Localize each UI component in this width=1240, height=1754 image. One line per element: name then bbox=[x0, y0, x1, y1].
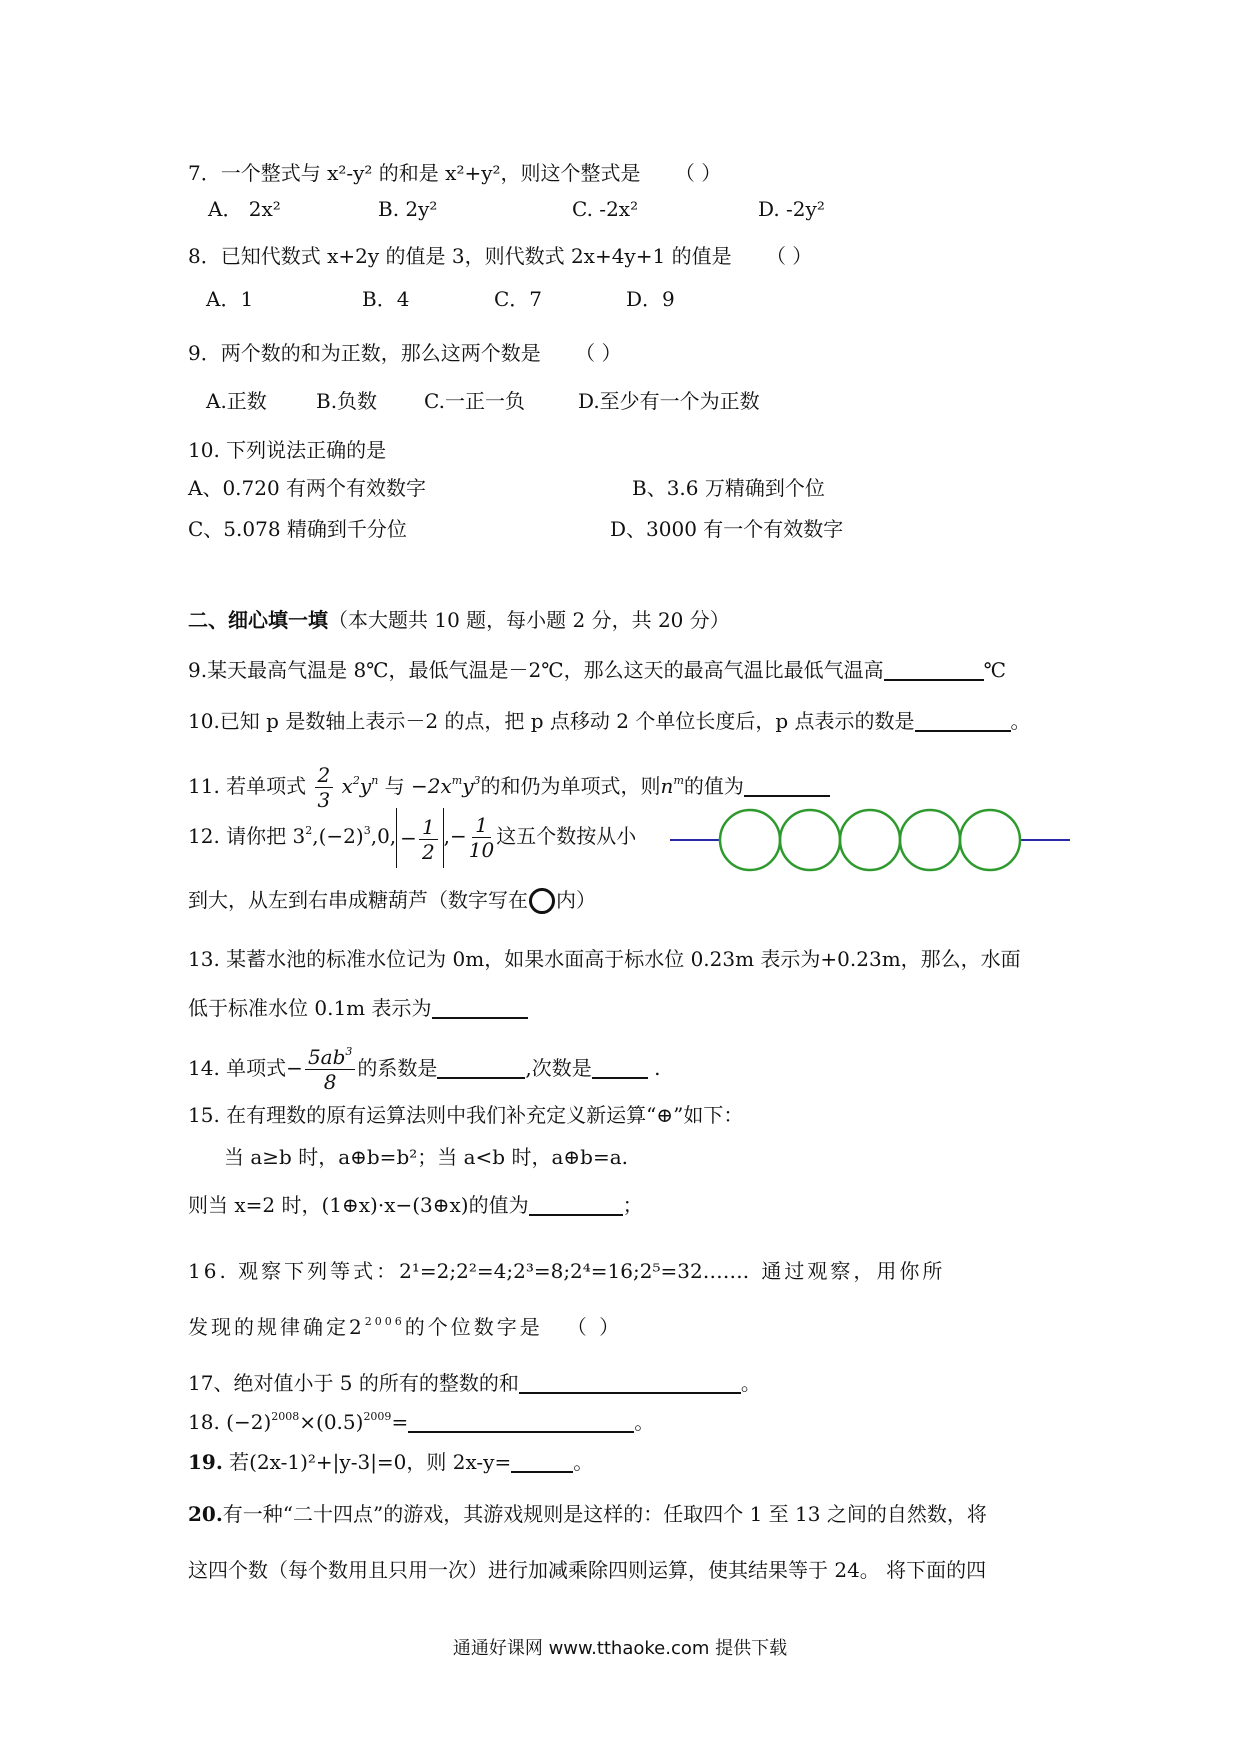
question-number: 20. bbox=[188, 1502, 223, 1526]
gourd-circle-5[interactable] bbox=[960, 810, 1020, 870]
question-text: 的值为 bbox=[683, 774, 744, 798]
end-mark: 。 bbox=[573, 1450, 594, 1474]
exponent: 2009 bbox=[363, 1410, 392, 1423]
option-c: C、5.078 精确到千分位 bbox=[188, 517, 407, 541]
equation: 2¹=2;2²=4;2³=8;2⁴=16;2⁵=32…… bbox=[399, 1259, 743, 1283]
question-text: 12. 请你把 bbox=[188, 824, 287, 848]
section-title: 二、细心填一填 bbox=[188, 608, 328, 632]
option-c: C.一正一负 bbox=[424, 389, 525, 413]
question-10: 10. 下列说法正确的是 bbox=[188, 438, 387, 462]
fill-question-15: 15. 在有理数的原有运算法则中我们补充定义新运算“⊕”如下： bbox=[188, 1103, 744, 1127]
fill-question-20-line2: 这四个数（每个数用且只用一次）进行加减乘除四则运算，使其结果等于 24。 将下面的四 bbox=[188, 1558, 987, 1582]
question-text: 9.某天最高气温是 8℃，最低气温是－2℃，那么这天的最高气温比最低气温高 bbox=[188, 658, 884, 682]
question-text: 17、绝对值小于 5 的所有的整数的和 bbox=[188, 1371, 519, 1395]
option-d: D．9 bbox=[626, 287, 675, 311]
question-text: 则当 x=2 时，(1⊕x)·x−(3⊕x)的值为 bbox=[188, 1193, 529, 1217]
page-footer: 通通好课网 www.tthaoke.com 提供下载 bbox=[452, 1638, 788, 1659]
answer-paren: （ ） bbox=[765, 244, 813, 268]
option-a: A、0.720 有两个有效数字 bbox=[188, 476, 427, 500]
question-number: 19. bbox=[188, 1450, 223, 1474]
end-mark: 。 bbox=[1010, 709, 1031, 733]
gourd-circle-4[interactable] bbox=[900, 810, 960, 870]
numbers-expression: $3^2,(-2)^3,0$, − $\frac{1}{2}$ ,− $\frac{1}{10}$ bbox=[293, 824, 497, 848]
fill-question-15-line3 bbox=[188, 1190, 643, 1220]
tanghulu-figure bbox=[670, 800, 1070, 880]
option-d: D. -2y² bbox=[758, 197, 825, 221]
option-a: A．1 bbox=[206, 287, 254, 311]
option-c: C．7 bbox=[494, 287, 543, 311]
fill-question-15-rule: 当 a≥b 时，a⊕b=b²；当 a<b 时，a⊕b=a. bbox=[224, 1145, 628, 1169]
section-heading bbox=[188, 605, 730, 635]
question-text: 14. 单项式 bbox=[188, 1056, 287, 1080]
question-text: ,次数是 bbox=[525, 1056, 592, 1080]
fill-question-12 bbox=[188, 806, 636, 868]
option-d: D.至少有一个为正数 bbox=[578, 389, 760, 413]
answer-blank[interactable] bbox=[592, 1055, 648, 1079]
option-b: B、3.6 万精确到个位 bbox=[632, 476, 825, 500]
option-a: A． 2x² bbox=[208, 197, 281, 221]
answer-blank[interactable] bbox=[529, 1192, 623, 1216]
answer-blank[interactable] bbox=[408, 1409, 634, 1433]
option-d: D、3000 有一个有效数字 bbox=[610, 517, 844, 541]
answer-blank[interactable] bbox=[511, 1449, 573, 1473]
answer-paren: （ ） bbox=[674, 161, 722, 185]
question-text: 11. 若单项式 bbox=[188, 774, 307, 798]
fill-question-12-line2 bbox=[188, 885, 596, 915]
fill-question-16 bbox=[188, 1256, 945, 1286]
answer-paren: （ ） bbox=[575, 341, 622, 365]
monomial-2: $-2x^my^3$ bbox=[411, 774, 481, 798]
question-text: 到大，从左到右串成糖葫芦（数字写在 bbox=[188, 888, 528, 912]
end-mark: 。 bbox=[634, 1410, 655, 1434]
question-text: 若(2x-1)²+|y-3|=0，则 2x-y= bbox=[222, 1450, 512, 1474]
option-a: A.正数 bbox=[206, 389, 267, 413]
fill-question-20 bbox=[188, 1499, 987, 1529]
answer-blank[interactable] bbox=[437, 1055, 525, 1079]
question-text: 10.已知 p 是数轴上表示－2 的点，把 p 点移动 2 个单位长度后，p 点表示的数是 bbox=[188, 709, 915, 733]
fraction: $\frac{2}{3}$ bbox=[315, 763, 334, 812]
question-text: = bbox=[391, 1410, 409, 1434]
question-text: 内） bbox=[556, 888, 596, 912]
question-7 bbox=[188, 158, 721, 188]
option-b: B.负数 bbox=[316, 389, 378, 413]
fill-question-17 bbox=[188, 1368, 761, 1398]
question-9 bbox=[188, 338, 621, 368]
answer-blank[interactable] bbox=[519, 1370, 741, 1394]
gourd-circle-3[interactable] bbox=[840, 810, 900, 870]
fill-question-19 bbox=[188, 1447, 593, 1477]
question-text: 的和仍为单项式，则 bbox=[480, 774, 661, 798]
question-text: 与 bbox=[384, 774, 405, 798]
answer-blank[interactable] bbox=[744, 773, 830, 797]
option-b: B．4 bbox=[362, 287, 410, 311]
fill-question-18 bbox=[188, 1407, 654, 1437]
section-note: （本大题共 10 题，每小题 2 分，共 20 分） bbox=[328, 608, 730, 632]
question-text: 的个位数字是 bbox=[404, 1315, 543, 1339]
option-b: B. 2y² bbox=[378, 197, 438, 221]
unit-label: ℃ bbox=[983, 658, 1007, 682]
answer-paren: （ ） bbox=[566, 1315, 623, 1339]
question-9-stem: 9．两个数的和为正数，那么这两个数是 bbox=[188, 341, 541, 365]
fraction: $\frac{5ab^3}{8}$ bbox=[305, 1045, 355, 1094]
fill-question-13: 13. 某蓄水池的标准水位记为 0m，如果水面高于标水位 0.23m 表示为+0.23m，那么，水面 bbox=[188, 947, 1021, 971]
question-8-stem: 8．已知代数式 x+2y 的值是 3，则代数式 2x+4y+1 的值是 bbox=[188, 244, 732, 268]
fill-question-10 bbox=[188, 706, 1031, 736]
end-mark: ； bbox=[622, 1193, 643, 1217]
question-text: 16. 观察下列等式： bbox=[188, 1259, 400, 1283]
question-text: 有一种“二十四点”的游戏，其游戏规则是这样的：任取四个 1 至 13 之间的自然数，将 bbox=[222, 1502, 987, 1526]
question-text: 18. (−2) bbox=[188, 1410, 272, 1434]
answer-blank[interactable] bbox=[884, 657, 984, 681]
question-text: 发现的规律确定 bbox=[188, 1315, 349, 1339]
power-expression: $n^m$ bbox=[660, 774, 684, 798]
option-c: C. -2x² bbox=[572, 197, 639, 221]
question-text: ×(0.5) bbox=[299, 1410, 364, 1434]
end-mark: . bbox=[647, 1056, 661, 1080]
question-text: 这五个数按从小 bbox=[496, 824, 637, 848]
question-8 bbox=[188, 241, 812, 271]
question-text: . 通过观察，用你所 bbox=[742, 1259, 946, 1283]
circle-icon bbox=[529, 888, 555, 914]
exponent: 2008 bbox=[271, 1410, 300, 1423]
question-text: 低于标准水位 0.1m 表示为 bbox=[188, 996, 432, 1020]
end-mark: 。 bbox=[740, 1371, 761, 1395]
fill-question-14: 14. 单项式− $\frac{5ab^3}{8}$ 的系数是 ,次数是 . bbox=[188, 1045, 661, 1094]
gourd-circle-2[interactable] bbox=[780, 810, 840, 870]
answer-blank[interactable] bbox=[915, 708, 1011, 732]
fill-question-16-line2: 发现的规律确定$2^{2006}$的个位数字是 （ ） bbox=[188, 1315, 623, 1339]
gourd-circle-1[interactable] bbox=[720, 810, 780, 870]
fill-question-9 bbox=[188, 655, 1006, 685]
fill-question-13-line2 bbox=[188, 993, 528, 1023]
monomial-1: $x^2y^n$ bbox=[341, 774, 379, 798]
question-7-stem: 7．一个整式与 x²-y² 的和是 x²+y²，则这个整式是 bbox=[188, 161, 641, 185]
question-text: 的系数是 bbox=[357, 1056, 438, 1080]
answer-blank[interactable] bbox=[432, 995, 528, 1019]
